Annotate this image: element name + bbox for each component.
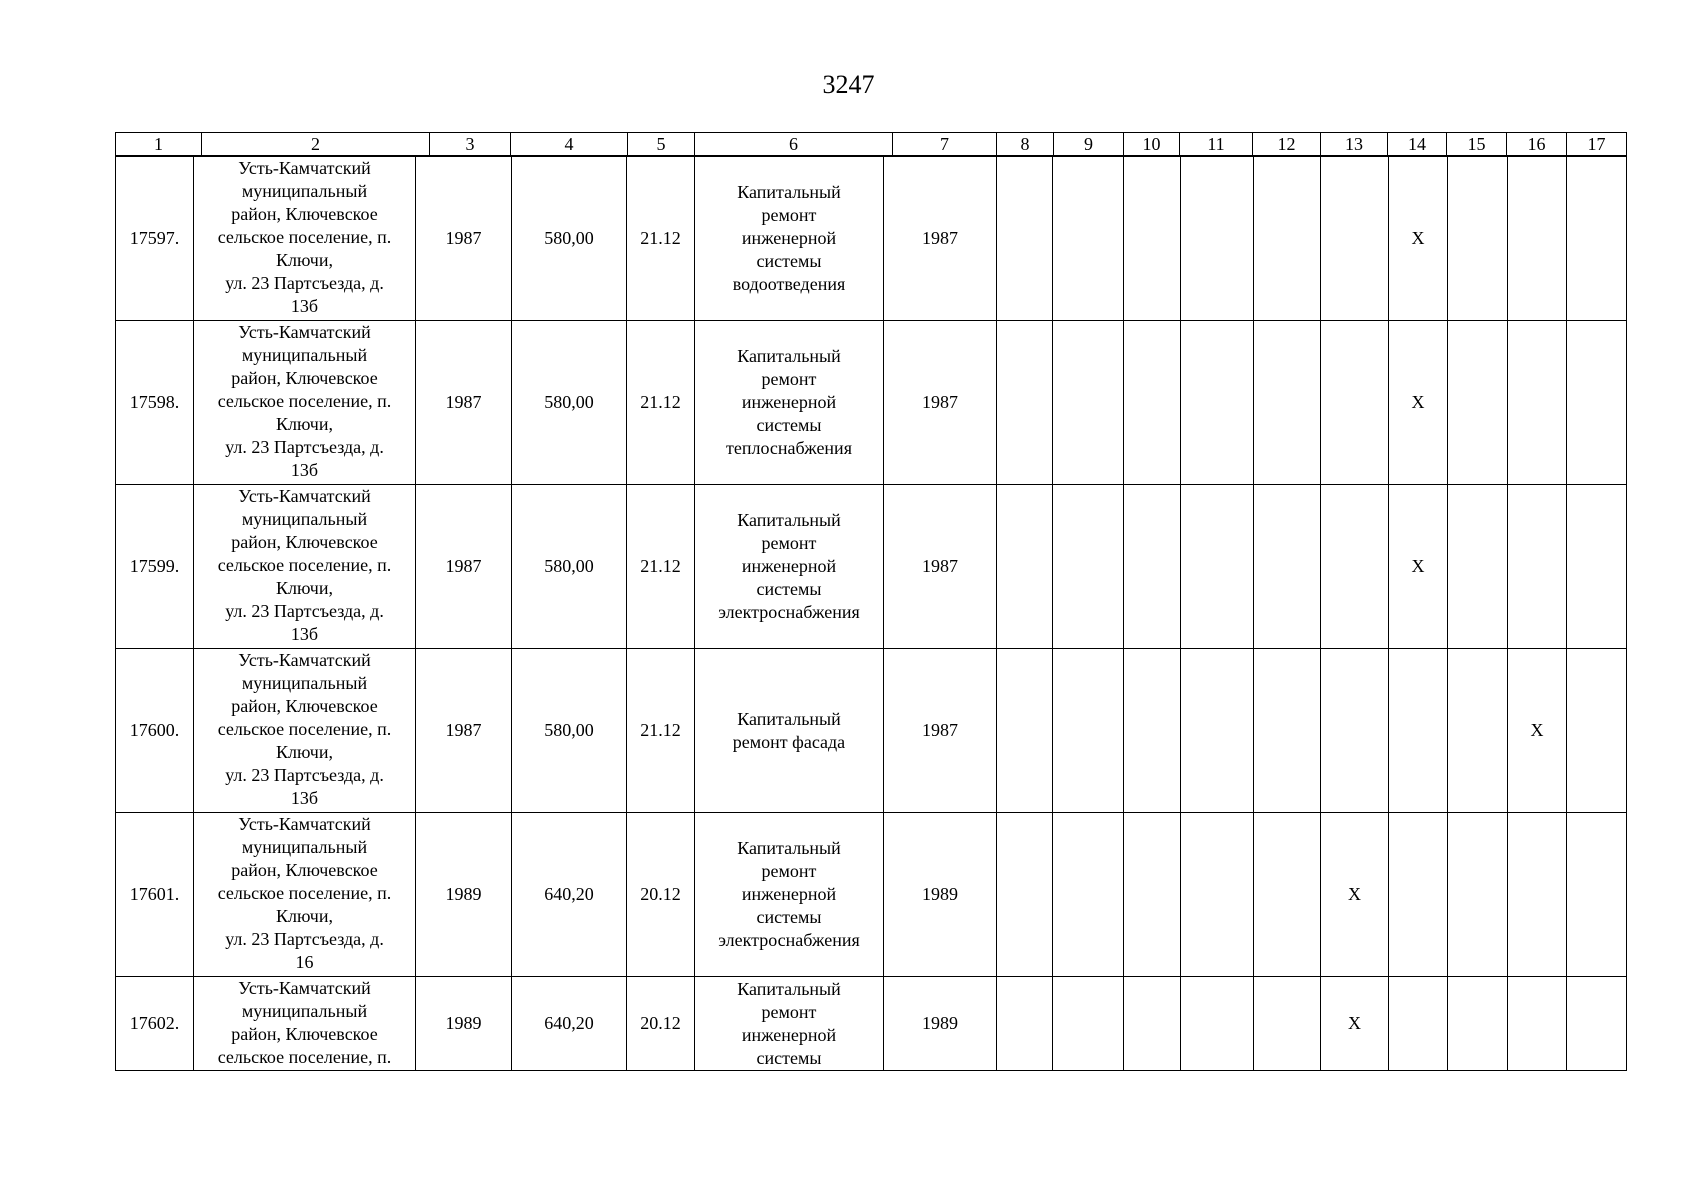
table-row <box>116 321 1627 485</box>
col-16-mark-cell: X <box>1508 649 1567 813</box>
column-header-14: 14 <box>1388 133 1447 156</box>
col-13-mark-cell: X <box>1321 813 1389 977</box>
col-11-mark-cell <box>1181 977 1254 1071</box>
work-type-cell: Капитальный ремонт инженерной системы водоотведения <box>695 157 884 321</box>
col-8-mark-cell <box>997 485 1053 649</box>
col-11-mark-cell <box>1181 813 1254 977</box>
column-header-13: 13 <box>1321 133 1388 156</box>
work-year-cell: 1989 <box>884 977 997 1071</box>
work-year-cell: 1987 <box>884 649 997 813</box>
column-header-6: 6 <box>695 133 893 156</box>
rate-cell: 21.12 <box>627 649 695 813</box>
build-year-cell: 1989 <box>416 977 512 1071</box>
col-13-mark-cell <box>1321 649 1389 813</box>
address-cell: Усть-Камчатский муниципальный район, Ключевское сельское поселение, п. Ключи, ул. 23 Партсъезда, д. 13б <box>194 485 416 649</box>
col-12-mark-cell <box>1254 321 1321 485</box>
col-15-mark-cell <box>1448 485 1508 649</box>
table-row <box>116 157 1627 321</box>
rate-cell: 21.12 <box>627 157 695 321</box>
address-cell: Усть-Камчатский муниципальный район, Ключевское сельское поселение, п. Ключи, ул. 23 Партсъезда, д. 13б <box>194 321 416 485</box>
row-number-cell: 17598. <box>116 321 194 485</box>
work-type-cell: Капитальный ремонт инженерной системы электроснабжения <box>695 813 884 977</box>
address-cell: Усть-Камчатский муниципальный район, Ключевское сельское поселение, п. <box>194 977 416 1071</box>
work-year-cell: 1989 <box>884 813 997 977</box>
row-number-cell: 17602. <box>116 977 194 1071</box>
col-15-mark-cell <box>1448 649 1508 813</box>
work-year-cell: 1987 <box>884 321 997 485</box>
work-type-cell: Капитальный ремонт фасада <box>695 649 884 813</box>
area-cell: 640,20 <box>512 977 627 1071</box>
column-header-17: 17 <box>1567 133 1627 156</box>
row-number-cell: 17600. <box>116 649 194 813</box>
table-row <box>116 813 1627 977</box>
col-10-mark-cell <box>1124 157 1181 321</box>
rate-cell: 20.12 <box>627 977 695 1071</box>
col-11-mark-cell <box>1181 321 1254 485</box>
rate-cell: 21.12 <box>627 485 695 649</box>
work-type-cell: Капитальный ремонт инженерной системы теплоснабжения <box>695 321 884 485</box>
table-body <box>116 157 1627 1071</box>
col-15-mark-cell <box>1448 321 1508 485</box>
col-11-mark-cell <box>1181 649 1254 813</box>
col-14-mark-cell <box>1389 649 1448 813</box>
col-13-mark-cell <box>1321 321 1389 485</box>
column-header-4: 4 <box>511 133 628 156</box>
row-number-cell: 17599. <box>116 485 194 649</box>
work-year-cell: 1987 <box>884 485 997 649</box>
col-16-mark-cell <box>1508 977 1567 1071</box>
column-header-9: 9 <box>1054 133 1124 156</box>
column-header-3: 3 <box>430 133 511 156</box>
col-8-mark-cell <box>997 321 1053 485</box>
col-17-mark-cell <box>1567 813 1627 977</box>
col-12-mark-cell <box>1254 649 1321 813</box>
column-header-11: 11 <box>1180 133 1253 156</box>
area-cell: 580,00 <box>512 649 627 813</box>
col-13-mark-cell <box>1321 485 1389 649</box>
column-header-12: 12 <box>1253 133 1321 156</box>
col-8-mark-cell <box>997 157 1053 321</box>
col-14-mark-cell <box>1389 813 1448 977</box>
row-number-cell: 17597. <box>116 157 194 321</box>
col-14-mark-cell: X <box>1389 321 1448 485</box>
area-cell: 580,00 <box>512 157 627 321</box>
address-cell: Усть-Камчатский муниципальный район, Ключевское сельское поселение, п. Ключи, ул. 23 Партсъезда, д. 16 <box>194 813 416 977</box>
column-header-15: 15 <box>1447 133 1507 156</box>
column-header-5: 5 <box>628 133 695 156</box>
col-9-mark-cell <box>1053 813 1124 977</box>
area-cell: 580,00 <box>512 321 627 485</box>
col-15-mark-cell <box>1448 977 1508 1071</box>
column-header-7: 7 <box>893 133 997 156</box>
col-10-mark-cell <box>1124 321 1181 485</box>
col-10-mark-cell <box>1124 977 1181 1071</box>
col-17-mark-cell <box>1567 321 1627 485</box>
col-14-mark-cell <box>1389 977 1448 1071</box>
build-year-cell: 1989 <box>416 813 512 977</box>
col-13-mark-cell: X <box>1321 977 1389 1071</box>
page-number: 3247 <box>822 70 875 99</box>
col-9-mark-cell <box>1053 977 1124 1071</box>
col-9-mark-cell <box>1053 649 1124 813</box>
col-13-mark-cell <box>1321 157 1389 321</box>
area-cell: 580,00 <box>512 485 627 649</box>
col-9-mark-cell <box>1053 485 1124 649</box>
address-cell: Усть-Камчатский муниципальный район, Ключевское сельское поселение, п. Ключи, ул. 23 Партсъезда, д. 13б <box>194 157 416 321</box>
col-9-mark-cell <box>1053 321 1124 485</box>
col-17-mark-cell <box>1567 157 1627 321</box>
build-year-cell: 1987 <box>416 485 512 649</box>
col-8-mark-cell <box>997 813 1053 977</box>
column-header-2: 2 <box>202 133 430 156</box>
col-11-mark-cell <box>1181 485 1254 649</box>
col-10-mark-cell <box>1124 649 1181 813</box>
work-type-cell: Капитальный ремонт инженерной системы <box>695 977 884 1071</box>
table-row <box>116 485 1627 649</box>
col-8-mark-cell <box>997 977 1053 1071</box>
address-cell: Усть-Камчатский муниципальный район, Ключевское сельское поселение, п. Ключи, ул. 23 Партсъезда, д. 13б <box>194 649 416 813</box>
col-12-mark-cell <box>1254 813 1321 977</box>
col-14-mark-cell: X <box>1389 485 1448 649</box>
col-16-mark-cell <box>1508 485 1567 649</box>
column-header-8: 8 <box>997 133 1054 156</box>
col-12-mark-cell <box>1254 485 1321 649</box>
col-15-mark-cell <box>1448 157 1508 321</box>
col-17-mark-cell <box>1567 485 1627 649</box>
build-year-cell: 1987 <box>416 649 512 813</box>
col-16-mark-cell <box>1508 813 1567 977</box>
col-16-mark-cell <box>1508 321 1567 485</box>
col-12-mark-cell <box>1254 977 1321 1071</box>
col-17-mark-cell <box>1567 977 1627 1071</box>
rate-cell: 20.12 <box>627 813 695 977</box>
col-11-mark-cell <box>1181 157 1254 321</box>
column-header-1: 1 <box>116 133 202 156</box>
col-8-mark-cell <box>997 649 1053 813</box>
col-15-mark-cell <box>1448 813 1508 977</box>
col-17-mark-cell <box>1567 649 1627 813</box>
col-14-mark-cell: X <box>1389 157 1448 321</box>
row-number-cell: 17601. <box>116 813 194 977</box>
col-12-mark-cell <box>1254 157 1321 321</box>
repair-schedule-table <box>115 156 1627 1071</box>
column-header-16: 16 <box>1507 133 1567 156</box>
column-number-header <box>115 132 1627 156</box>
col-10-mark-cell <box>1124 485 1181 649</box>
col-9-mark-cell <box>1053 157 1124 321</box>
work-year-cell: 1987 <box>884 157 997 321</box>
table-row <box>116 977 1627 1071</box>
column-header-10: 10 <box>1124 133 1180 156</box>
table-row <box>116 649 1627 813</box>
area-cell: 640,20 <box>512 813 627 977</box>
rate-cell: 21.12 <box>627 321 695 485</box>
col-10-mark-cell <box>1124 813 1181 977</box>
work-type-cell: Капитальный ремонт инженерной системы электроснабжения <box>695 485 884 649</box>
build-year-cell: 1987 <box>416 321 512 485</box>
col-16-mark-cell <box>1508 157 1567 321</box>
build-year-cell: 1987 <box>416 157 512 321</box>
